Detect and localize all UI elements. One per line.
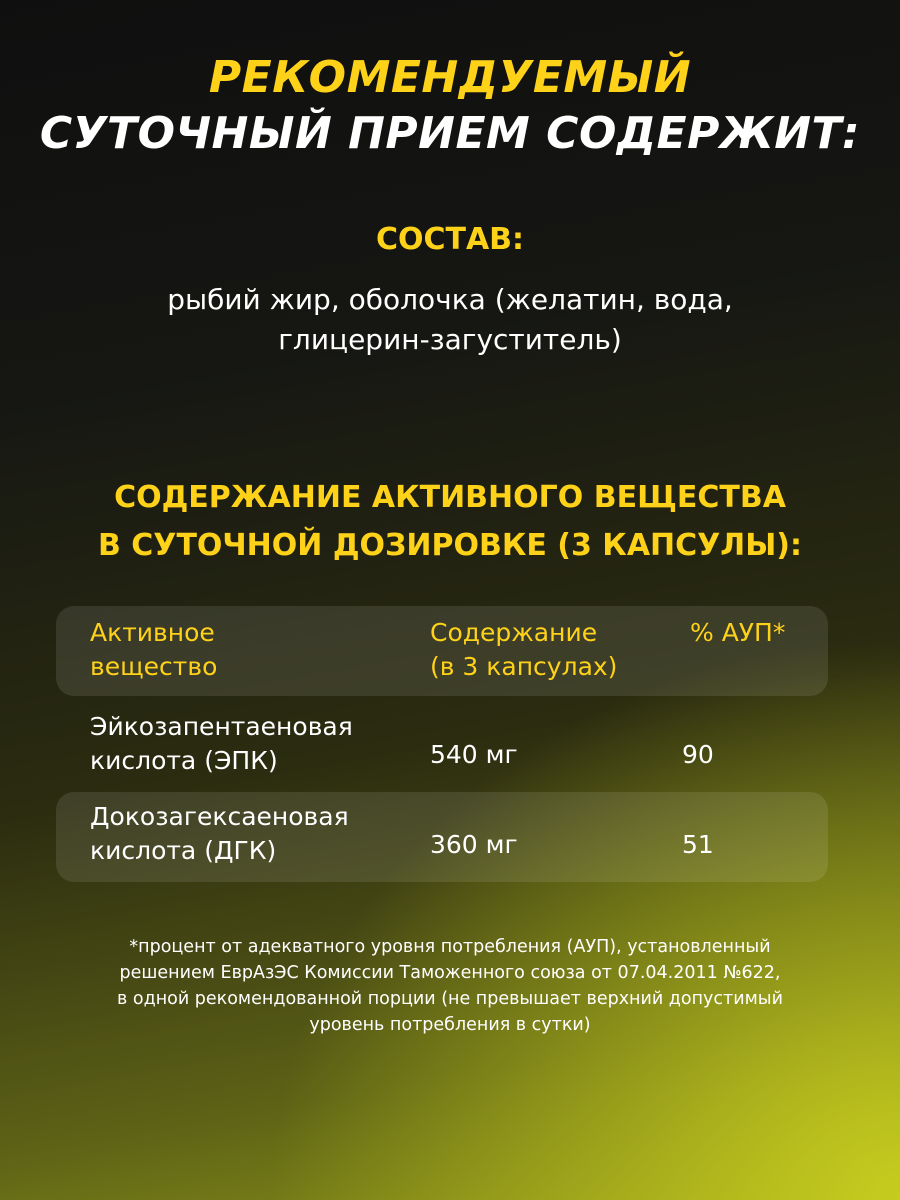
header-content-line-1: Содержание: [430, 618, 598, 647]
row-1-substance-line-1: Эйкозапентаеновая: [90, 712, 353, 741]
title-line-1: РЕКОМЕНДУЕМЫЙ: [208, 52, 692, 103]
row-2-substance-line-1: Докозагексаеновая: [90, 802, 349, 831]
footnote-line-4: уровень потребления в сутки): [309, 1015, 591, 1035]
active-substance-heading: [0, 474, 900, 570]
row-1-percent: 90: [682, 740, 714, 769]
header-content-line-2: (в 3 капсулах): [430, 652, 618, 681]
footnote-line-3: в одной рекомендованной порции (не превышает верхний допустимый: [117, 989, 783, 1009]
header-substance-line-2: вещество: [90, 652, 218, 681]
row-2-percent: 51: [682, 830, 714, 859]
active-heading-line-2: В СУТОЧНОЙ ДОЗИРОВКЕ (3 КАПСУЛЫ):: [97, 528, 803, 563]
row-2-amount: 360 мг: [430, 830, 518, 859]
row-1-amount: 540 мг: [430, 740, 518, 769]
composition-line-1: рыбий жир, оболочка (желатин, вода,: [167, 283, 733, 316]
composition-text: [0, 280, 900, 360]
table-row: [56, 702, 828, 790]
header-substance: [90, 616, 217, 684]
row-1-substance-line-2: кислота (ЭПК): [90, 746, 278, 775]
table-header-row: [56, 606, 828, 696]
row-2-substance-line-2: кислота (ДГК): [90, 836, 277, 865]
title-line-2: СУТОЧНЫЙ ПРИЕМ СОДЕРЖИТ:: [39, 108, 861, 159]
row-1-substance: [90, 710, 353, 778]
footnote: [0, 934, 900, 1038]
row-2-substance: [90, 800, 349, 868]
composition-line-2: глицерин-загуститель): [278, 323, 622, 356]
table-row: [56, 792, 828, 882]
footnote-line-2: решением ЕврАзЭС Комиссии Таможенного союза от 07.04.2011 №622,: [119, 963, 781, 983]
composition-heading: СОСТАВ:: [375, 222, 525, 257]
header-content: [430, 616, 617, 684]
header-substance-line-1: Активное: [90, 618, 215, 647]
footnote-line-1: *процент от адекватного уровня потребления (АУП), установленный: [129, 937, 771, 957]
header-percent: % АУП*: [690, 618, 786, 647]
active-heading-line-1: СОДЕРЖАНИЕ АКТИВНОГО ВЕЩЕСТВА: [114, 480, 786, 515]
